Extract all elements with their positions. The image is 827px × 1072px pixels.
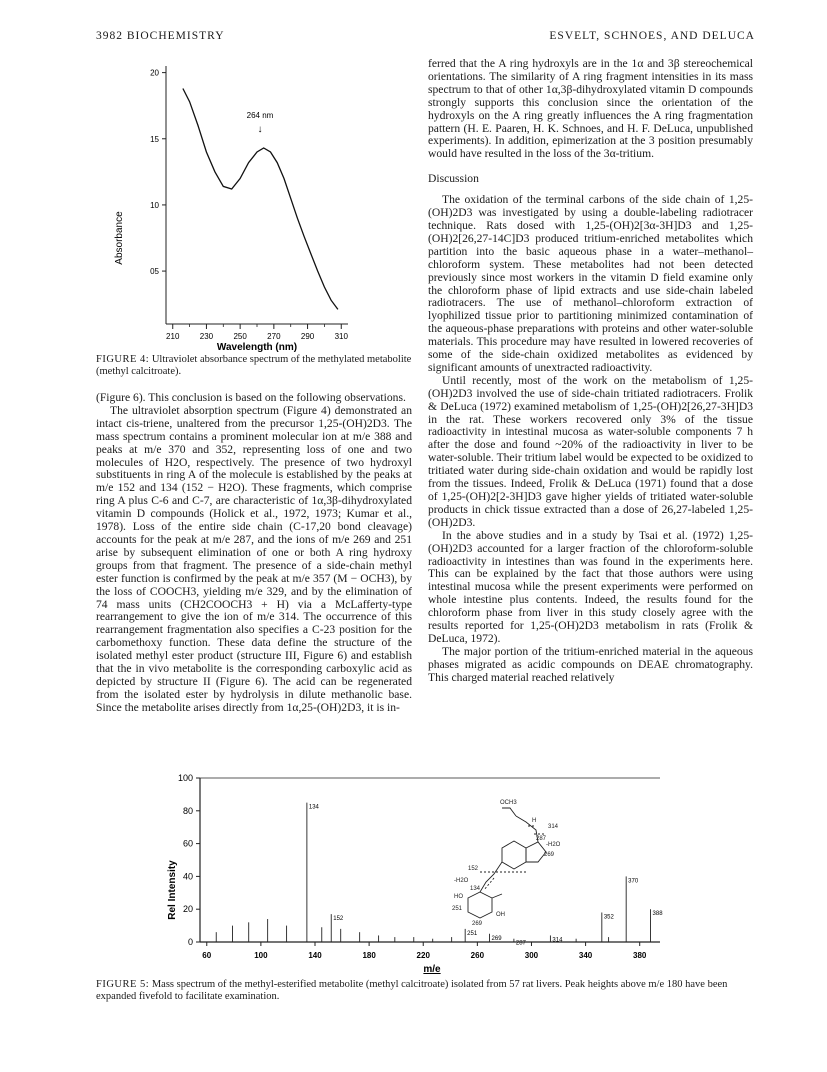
right-text-column [428,58,753,685]
right-paragraph-1: The oxidation of the terminal carbons of the side chain of 1,25-(OH)2D3 was investigated by using a double-labeling radiotracer technique. Rats dosed with 1,25-(OH)2[3α-3H]D3 and 1,25-(OH)2[26,27-14C]D3 produced tritium-enriched metabolites which partition into the basic aqueous phase in a water–methanol–chloroform system. These metabolites had not been detected previously since most workers in the vitamin D field examine only the chloroform phase of lipid extracts and use side-chain labeled radiotracers. The use of methanol–chloroform extraction of lyophilized tissue prior to partitioning minimized contamination of the aqueous-phase preparations with proteins and other water-soluble materials. This procedure may have resulted in lowered recoveries of some of the side-chain oxidized metabolites as evidenced by significant amounts of unextracted radioactivity. [428,193,753,374]
structure-label-314: 314 [548,824,559,830]
section-heading-discussion: Discussion [428,172,479,186]
fig4-x-label: Wavelength (nm) [216,342,298,352]
structure-label-152: 152 [468,866,479,872]
fig4-x-tick-label: 310 [334,332,348,341]
right-paragraph-intro: ferred that the A ring hydroxyls are in the 1α and 3β stereochemical orientations. The similarity of A ring fragment intensities in its mass spectrum to that of other 1α,3β-dihydroxylated vitamin D compounds strongly supports this conclusion since the orientation of the hydroxyls on the A ring greatly influences the A ring fragmentation pattern (H. E. Paaren, H. K. Schnoes, and H. F. DeLuca, unpublished experiments). In addition, epimerization at the 3 position presumably would have resulted in the loss of the 3α-tritium. [428,57,753,161]
fig5-y-tick-label: 80 [182,805,193,816]
fig5-structure-diagram [468,808,546,918]
structure-label-h: H [532,818,537,824]
fig5-x-tick-label: 180 [362,951,376,960]
fig5-x-tick-label: 220 [416,951,430,960]
structure-label-269b: 269 [472,921,483,927]
fig5-x-tick-label: 340 [578,951,593,960]
right-paragraph-3: In the above studies and in a study by Tsai et al. (1972) 1,25-(OH)2D3 accounted for a larger fraction of the chloroform-soluble radioactivity in intestines than was found in the experiments here. This can be explained by the fact that those authors were using intestinal mucosa while the present experiments were performed on whole intestine plus contents. Indeed, the results found for the chloroform phase from liver in this study closely agree with the results reported for 1,25-(OH)2D3 metabolism in rats (Frolik & DeLuca, 1972). [428,528,753,645]
structure-methylene [492,894,502,898]
right-paragraph-4: The major portion of the tritium-enriched material in the aqueous phases migrated as acidic compounds on DEAE chromatography. This charged material reached relatively [428,644,753,684]
fig5-peak-label: 251 [467,930,478,937]
fig4-y-tick-label: 20 [150,68,159,78]
fig5-peak-label: 388 [652,911,663,918]
fig4-x-tick-label: 230 [199,332,214,341]
fig5-peak-label: 152 [333,916,344,923]
fig5-peak-label: 370 [628,878,639,885]
structure-label-oh: OH [496,912,505,918]
left-paragraph-2: The ultraviolet absorption spectrum (Figure 4) demonstrated an intact cis-triene, unaltered from the precursor 1,25-(OH)2D3. The mass spectrum contains a prominent molecular ion at m/e 388 and peaks at m/e 370 and 352, representing loss of one and two molecules of H2O, respectively. The presence of two hydroxyl substituents in ring A of the molecule is established by the peaks at m/e 152 and 134 (152 − H2O). These fragments, which comprise ring A plus C-6 and C-7, are characteristic of 1α,3β-dihydroxylated vitamin D compounds (Holick et al., 1972, 1973; Kumar et al., 1978). Loss of the entire side chain (C-17,20 bond cleavage) accounts for the peak at m/e 287, and the ions of m/e 269 and 251 arise by subsequent elimination of one or both A ring hydroxy groups from that fragment. The presence of a side-chain methyl ester function is confirmed by the peak at m/e 357 (M − OCH3), by the loss of COOCH3, yielding m/e 329, and by the elimination of 74 mass units (CH2COOCH3 + H) via a McLafferty-type rearrangement to give the ion of m/e 314. The occurrence of this rearrangement fragmentation also specifies a C-23 position for the carbomethoxy function. These data define the structure of the isolated methyl ester product (structure III, Figure 6) and establish that the in vivo metabolite is the corresponding carboxylic acid as depicted by structure II (Figure 6). The acid can be regenerated from the isolated ester by hydrolysis in dilute methanolic base. Since the metabolite arises directly from 1α,25-(OH)2D3, it is in- [96,403,412,714]
fig5-peak-label: 269 [491,935,502,942]
fig5-y-label: Rel Intensity [167,860,178,920]
fig5-y-tick-label: 40 [182,871,193,882]
structure-label-h2o-2: -H2O [454,878,469,884]
structure-ester [502,808,516,816]
figure-5-caption-label: FIGURE 5: [96,979,150,990]
right-paragraph-2: Until recently, most of the work on the metabolism of 1,25-(OH)2D3 involved the use of side-chain tritiated radiotracers. Frolik & DeLuca (1972) examined metabolism of 1,25-(OH)2[26,27-3H]D3 in the rat. These workers recovered only 3% of the tissue radioactivity in intestinal mucosa as water-soluble components 7 h after the dose and found ~20% of the radioactivity in liver to be water-soluble. Their tritium label would be expected to be oxidized to tritiated water during side-chain oxidation and would be rapidly lost from the tissues. Indeed, Frolik & DeLuca (1971) found that a dose of 1,25-(OH)2[2-3H]D3 gave higher yields of tritiated water-soluble products in chick tissue extracted than a dose of 26,27-labeled 1,25-(OH)2D3. [428,373,753,529]
running-header-right: ESVELT, SCHNOES, AND DELUCA [549,30,755,42]
structure-label-134: 134 [470,886,481,892]
fig5-x-tick-label: 140 [308,951,322,960]
fig5-peak-label: 314 [552,937,563,944]
fig5-x-tick-label: 60 [202,951,212,960]
fig5-x-tick-label: 380 [633,951,647,960]
fig4-x-tick-label: 250 [233,332,247,341]
structure-ring-a [468,892,492,918]
fig4-x-tick-label: 290 [300,332,315,341]
left-text-column [96,392,412,715]
structure-label-269: 269 [544,852,555,858]
structure-ring-d [526,842,546,862]
figure-5-caption-text: Mass spectrum of the methyl-esterified metabolite (methyl calcitroate) isolated from 57 rat livers. Peak heights above m/e 180 have been expanded fivefold to facilitate examination. [96,979,728,1002]
fig4-y-label: Absorbance [114,211,125,265]
left-paragraph-1: (Figure 6). This conclusion is based on the following observations. [96,391,406,404]
fig4-y-tick-label: 15 [150,134,159,144]
fig5-y-tick-label: 20 [182,904,193,915]
fig5-peak-label: 134 [308,804,319,811]
structure-ring-c [502,841,526,869]
fig5-y-tick-label: 0 [187,937,193,947]
figure-5-mass-spectrum [150,770,670,978]
fig4-peak-arrow: ↓ [257,124,263,135]
fig5-peak-label: 287 [515,940,526,947]
structure-label-och3: OCH3 [500,800,517,806]
fig4-y-tick-label: 10 [150,200,159,210]
structure-label-287: 287 [536,836,547,842]
fig4-x-tick-label: 270 [267,332,281,341]
fig5-x-tick-label: 300 [524,951,539,960]
structure-triene [480,862,502,892]
structure-ring-a-cleavage [484,878,494,890]
figure-5-caption [96,979,756,1003]
structure-label-251: 251 [452,906,463,912]
fig4-spectrum-line [183,89,338,310]
fig5-y-tick-label: 100 [177,773,193,783]
figure-4-uv-spectrum [96,58,412,352]
fig5-x-tick-label: 260 [470,951,485,960]
figure-4-caption-label: FIGURE 4: [96,354,150,365]
fig4-peak-annotation: 264 nm [246,111,274,120]
fig5-x-label: m/e [423,964,441,975]
figure-4-caption-text: Ultraviolet absorbance spectrum of the methylated metabolite (methyl calcitroate). [96,354,412,377]
fig5-x-tick-label: 100 [254,951,268,960]
structure-label-h2o-1: -H2O [546,842,561,848]
fig4-x-tick-label: 210 [166,332,180,341]
structure-label-ho: HO [454,894,463,900]
running-header-left: 3982 BIOCHEMISTRY [96,30,225,42]
fig5-peak-label: 352 [603,914,614,921]
fig5-y-tick-label: 60 [182,838,193,849]
fig4-y-tick-label: 05 [150,267,159,277]
figure-4-caption [96,354,412,378]
